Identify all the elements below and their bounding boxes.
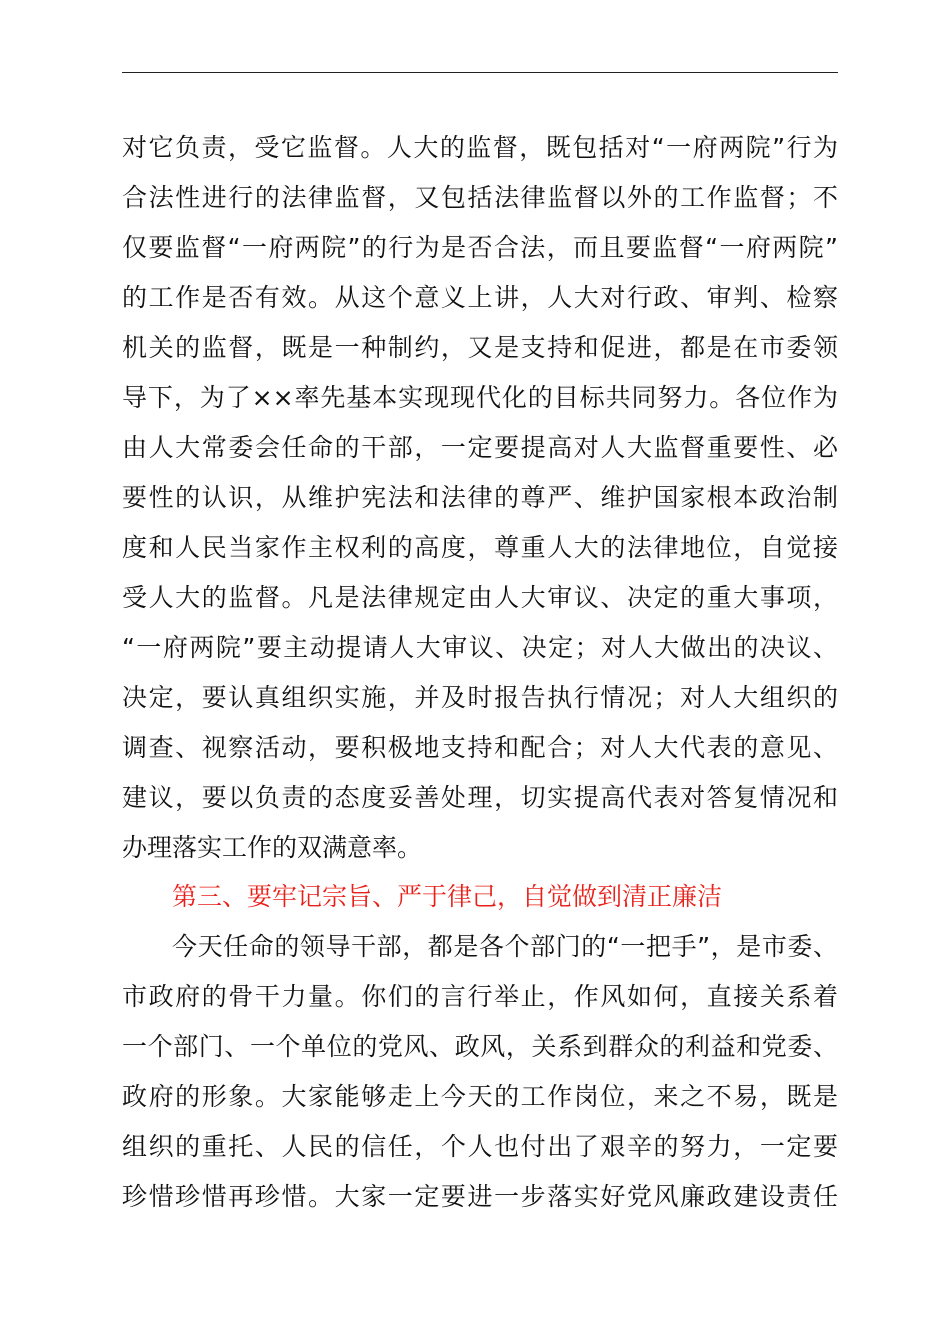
paragraph-line: 珍惜珍惜再珍惜。大家一定要进一步落实好党风廉政建设责任 — [122, 1182, 838, 1211]
paragraph-line: 机关的监督，既是一种制约，又是支持和促进，都是在市委领 — [122, 333, 838, 362]
paragraph-line: 市政府的骨干力量。你们的言行举止，作风如何，直接关系着 — [122, 982, 838, 1011]
paragraph-line: 今天任命的领导干部，都是各个部门的“一把手”，是市委、 — [172, 932, 838, 961]
paragraph-line: 受人大的监督。凡是法律规定由人大审议、决定的重大事项， — [122, 583, 838, 612]
paragraph-line: 的工作是否有效。从这个意义上讲，人大对行政、审判、检察 — [122, 283, 838, 312]
paragraph-line: 导下，为了××率先基本实现现代化的目标共同努力。各位作为 — [122, 383, 838, 412]
paragraph-line: 建议，要以负责的态度妥善处理，切实提高代表对答复情况和 — [122, 783, 838, 812]
paragraph-line: 决定，要认真组织实施，并及时报告执行情况；对人大组织的 — [122, 683, 838, 712]
section-heading: 第三、要牢记宗旨、严于律己，自觉做到清正廉洁 — [172, 882, 723, 911]
paragraph-line: 由人大常委会任命的干部，一定要提高对人大监督重要性、必 — [122, 433, 838, 462]
paragraph-line: 办理落实工作的双满意率。 — [122, 833, 423, 862]
paragraph-line: 度和人民当家作主权利的高度，尊重人大的法律地位，自觉接 — [122, 533, 838, 562]
paragraph-line: 政府的形象。大家能够走上今天的工作岗位，来之不易，既是 — [122, 1082, 838, 1111]
paragraph-line: 一个部门、一个单位的党风、政风，关系到群众的利益和党委、 — [122, 1032, 838, 1061]
paragraph-line: 调查、视察活动，要积极地支持和配合；对人大代表的意见、 — [122, 733, 838, 762]
paragraph-line: 合法性进行的法律监督，又包括法律监督以外的工作监督；不 — [122, 183, 838, 212]
paragraph-line: 要性的认识，从维护宪法和法律的尊严、维护国家根本政治制 — [122, 483, 838, 512]
paragraph-line: 组织的重托、人民的信任，个人也付出了艰辛的努力，一定要 — [122, 1132, 838, 1161]
paragraph-line: 仅要监督“一府两院”的行为是否合法，而且要监督“一府两院” — [122, 233, 838, 262]
paragraph-line: “一府两院”要主动提请人大审议、决定；对人大做出的决议、 — [122, 633, 838, 662]
paragraph-line: 对它负责，受它监督。人大的监督，既包括对“一府两院”行为 — [122, 133, 838, 162]
header-rule — [122, 72, 838, 73]
